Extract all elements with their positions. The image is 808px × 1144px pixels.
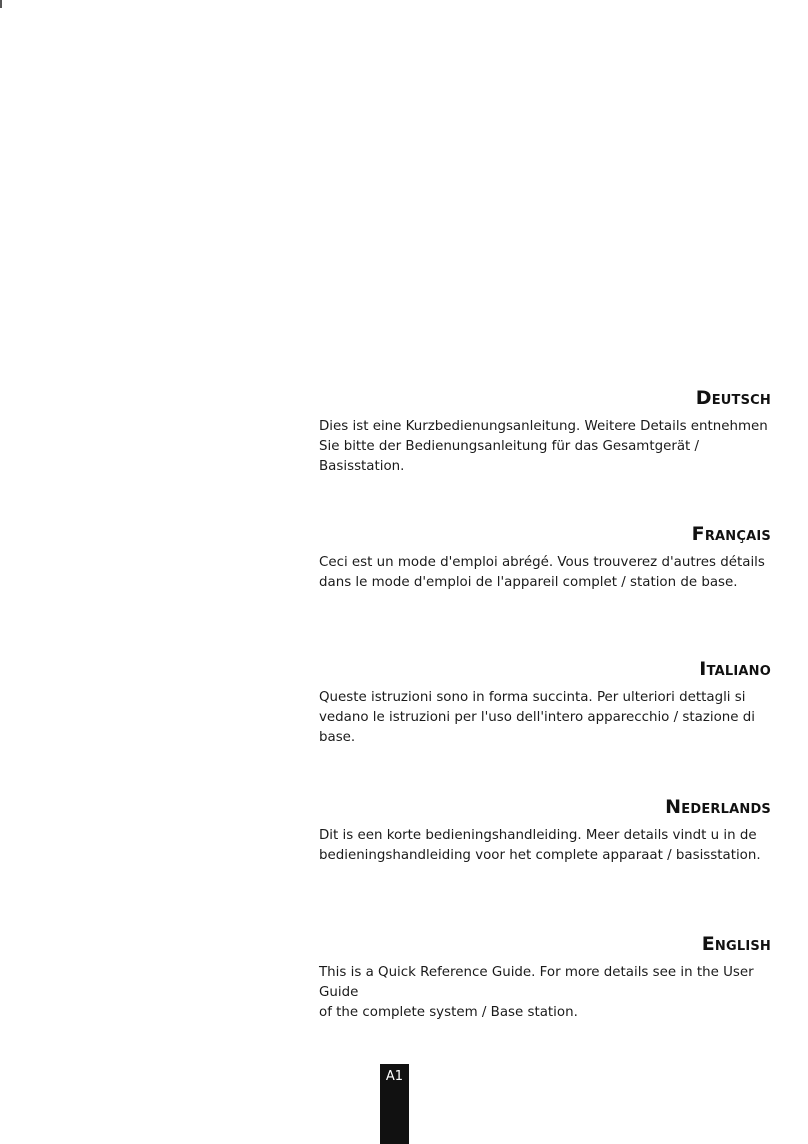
section-line: Dies ist eine Kurzbedienungsanleitung. Weitere Details entnehmen	[319, 419, 768, 434]
crop-mark	[0, 0, 2, 8]
section-italiano	[319, 658, 771, 748]
section-heading-francais: Français	[691, 523, 771, 545]
section-heading-english: English	[701, 933, 771, 955]
section-line: Dit is een korte bedieningshandleiding. Meer details vindt u in de	[319, 828, 757, 843]
section-text-english	[319, 963, 771, 1023]
section-text-nederlands	[319, 826, 771, 866]
section-heading-deutsch: Deutsch	[695, 387, 771, 409]
section-text-deutsch	[319, 417, 771, 477]
section-heading-italiano: Italiano	[699, 658, 771, 680]
section-line: of the complete system / Base station.	[319, 1005, 578, 1020]
page-number-tab	[380, 1064, 409, 1144]
section-text-francais	[319, 553, 771, 593]
section-heading-nederlands: Nederlands	[665, 796, 771, 818]
section-line: dans le mode d'emploi de l'appareil complet / station de base.	[319, 575, 738, 590]
section-deutsch	[319, 387, 771, 477]
page-number: A1	[385, 1069, 404, 1084]
section-line: Queste istruzioni sono in forma succinta. Per ulteriori dettagli si	[319, 690, 746, 705]
section-english	[319, 933, 771, 1023]
section-line: bedieningshandleiding voor het complete apparaat / basisstation.	[319, 848, 761, 863]
section-francais	[319, 523, 771, 593]
section-line: Ceci est un mode d'emploi abrégé. Vous trouverez d'autres détails	[319, 555, 765, 570]
section-line: vedano le istruzioni per l'uso dell'intero apparecchio / stazione di base.	[319, 710, 755, 745]
section-text-italiano	[319, 688, 771, 748]
section-line: This is a Quick Reference Guide. For more details see in the User Guide	[319, 965, 754, 1000]
section-nederlands	[319, 796, 771, 866]
section-line: Sie bitte der Bedienungsanleitung für das Gesamtgerät / Basisstation.	[319, 439, 700, 474]
